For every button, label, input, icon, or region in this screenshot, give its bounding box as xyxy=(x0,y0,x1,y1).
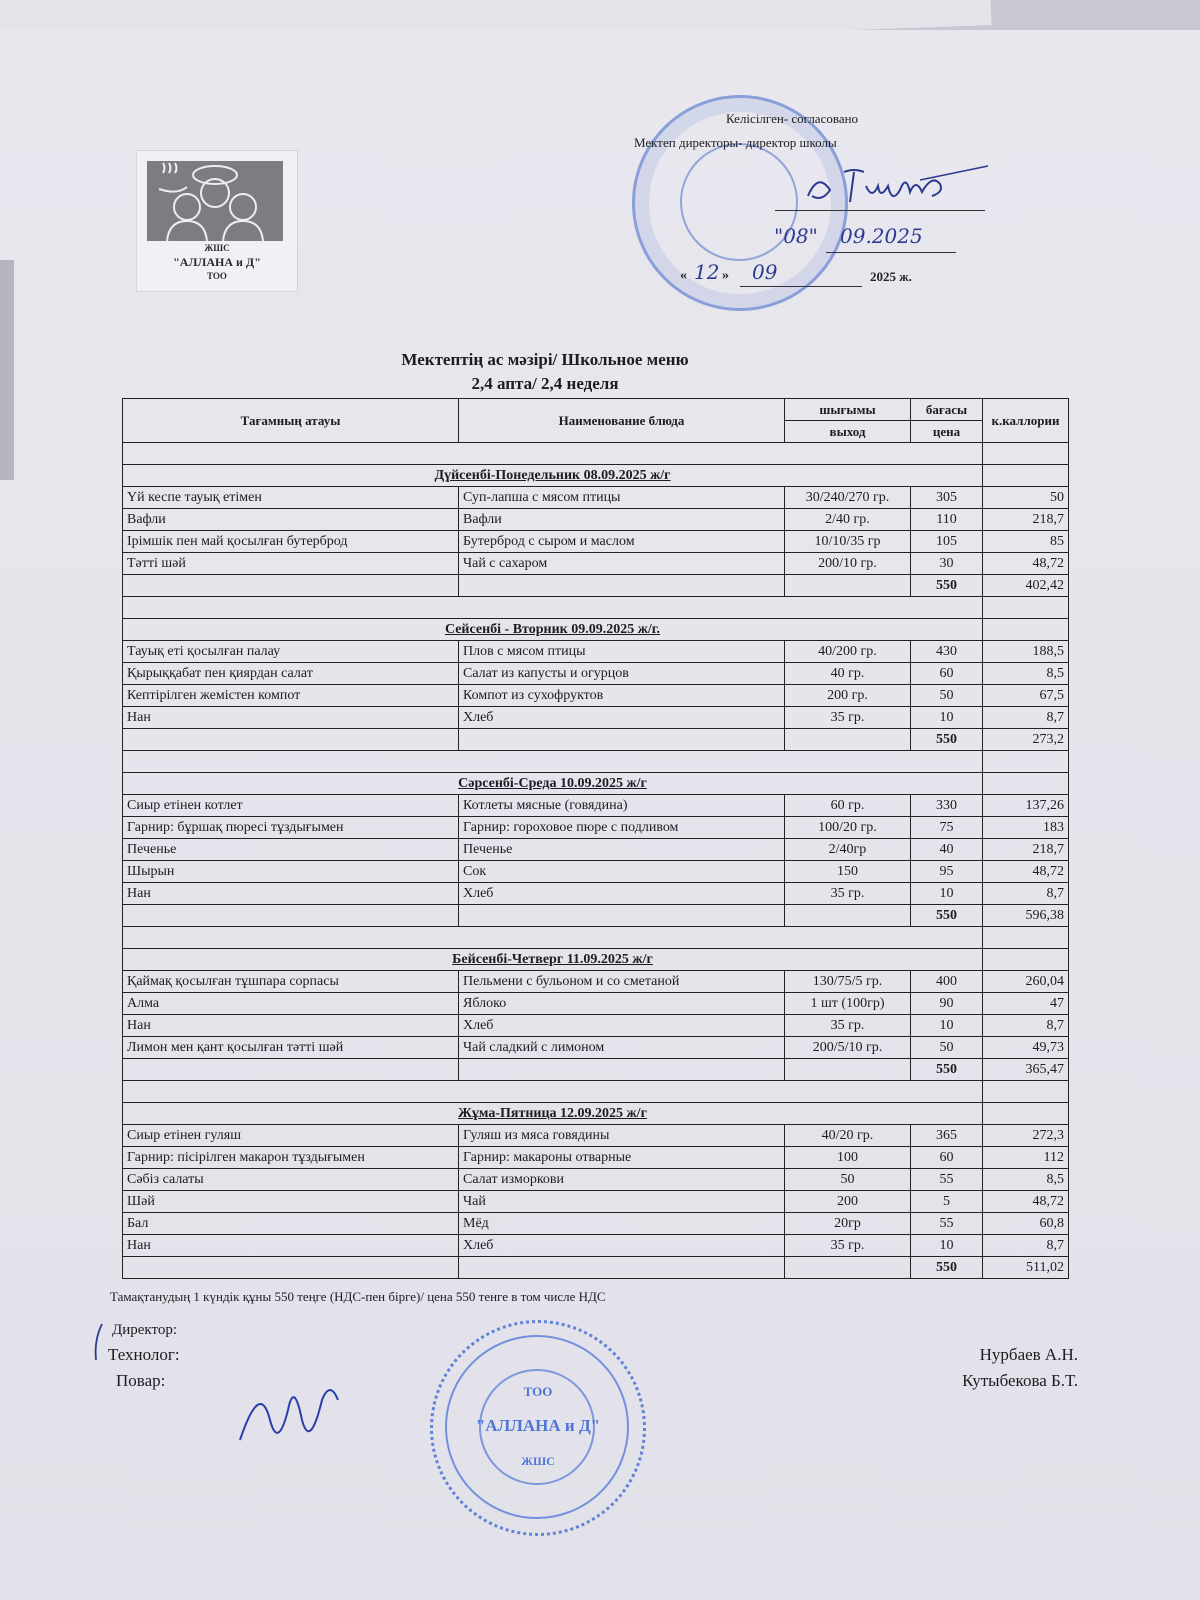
menu-item-row xyxy=(123,531,1069,553)
menu-item-row xyxy=(123,1191,1069,1213)
dish-price: 330 xyxy=(911,795,983,817)
spacer-row xyxy=(123,443,1069,465)
company-logo xyxy=(136,150,298,292)
dish-kcal: 67,5 xyxy=(983,685,1069,707)
dish-yield: 35 гр. xyxy=(785,1235,911,1257)
dish-name-kk: Бал xyxy=(123,1213,459,1235)
dish-yield: 130/75/5 гр. xyxy=(785,971,911,993)
menu-table xyxy=(122,398,1069,1279)
day-total-row xyxy=(123,575,1069,597)
dish-kcal: 112 xyxy=(983,1147,1069,1169)
day-header-row xyxy=(123,773,1069,795)
menu-item-row xyxy=(123,641,1069,663)
dish-name-ru: Плов с мясом птицы xyxy=(459,641,785,663)
day-title: Дүйсенбі-Понедельник 08.09.2025 ж/г xyxy=(434,468,671,483)
signature-date-day: "08" xyxy=(774,224,818,248)
empty-cell xyxy=(459,729,785,751)
dish-yield: 20гр xyxy=(785,1213,911,1235)
menu-item-row xyxy=(123,1213,1069,1235)
date-quote-close: » xyxy=(722,268,729,283)
menu-item-row xyxy=(123,993,1069,1015)
header-name-ru: Наименование блюда xyxy=(459,399,785,443)
dish-name-kk: Вафли xyxy=(123,509,459,531)
dish-yield: 10/10/35 гр xyxy=(785,531,911,553)
empty-cell xyxy=(983,927,1069,949)
approval-day: 12 xyxy=(694,260,720,284)
dish-kcal: 48,72 xyxy=(983,553,1069,575)
menu-item-row xyxy=(123,1235,1069,1257)
empty-cell xyxy=(459,1257,785,1279)
dish-yield: 200 xyxy=(785,1191,911,1213)
dish-name-ru: Хлеб xyxy=(459,883,785,905)
dish-name-ru: Суп-лапша с мясом птицы xyxy=(459,487,785,509)
header-yield-kk: шығымы xyxy=(785,399,911,421)
date-line xyxy=(826,252,956,253)
signature-line xyxy=(775,210,985,211)
approval-month: 09 xyxy=(752,260,778,284)
dish-name-kk: Тәтті шәй xyxy=(123,553,459,575)
day-total-kcal: 365,47 xyxy=(983,1059,1069,1081)
director-label: Директор: xyxy=(112,1322,178,1338)
dish-yield: 2/40 гр. xyxy=(785,509,911,531)
dish-yield: 60 гр. xyxy=(785,795,911,817)
dish-kcal: 218,7 xyxy=(983,509,1069,531)
dish-kcal: 260,04 xyxy=(983,971,1069,993)
day-title-cell xyxy=(123,1103,983,1125)
day-title: Бейсенбі-Четверг 11.09.2025 ж/г xyxy=(452,952,653,967)
director-signature-2-icon xyxy=(230,1380,350,1450)
empty-cell xyxy=(983,751,1069,773)
dish-yield: 150 xyxy=(785,861,911,883)
dish-name-kk: Нан xyxy=(123,707,459,729)
menu-item-row xyxy=(123,1169,1069,1191)
dish-yield: 100/20 гр. xyxy=(785,817,911,839)
dish-name-ru: Вафли xyxy=(459,509,785,531)
dish-name-kk: Тауық еті қосылған палау xyxy=(123,641,459,663)
dish-name-ru: Компот из сухофруктов xyxy=(459,685,785,707)
dish-name-ru: Пельмени с бульоном и со сметаной xyxy=(459,971,785,993)
empty-cell xyxy=(983,1103,1069,1125)
day-total-row xyxy=(123,1257,1069,1279)
dish-name-ru: Хлеб xyxy=(459,1235,785,1257)
dish-kcal: 50 xyxy=(983,487,1069,509)
menu-item-row xyxy=(123,971,1069,993)
day-header-row xyxy=(123,1103,1069,1125)
spacer-row xyxy=(123,1081,1069,1103)
dish-name-kk: Лимон мен қант қосылған тәтті шәй xyxy=(123,1037,459,1059)
dish-price: 430 xyxy=(911,641,983,663)
empty-cell xyxy=(123,729,459,751)
logo-line-1: ЖШС xyxy=(204,243,230,253)
empty-cell xyxy=(123,905,459,927)
dish-name-ru: Сок xyxy=(459,861,785,883)
dish-name-kk: Шәй xyxy=(123,1191,459,1213)
dish-price: 10 xyxy=(911,1235,983,1257)
dish-name-kk: Ірімшік пен май қосылған бутерброд xyxy=(123,531,459,553)
dish-yield: 50 xyxy=(785,1169,911,1191)
price-note: Тамақтанудың 1 күндік құны 550 теңге (НДС-пен бірге)/ цена 550 тенге в том числе НДС xyxy=(110,1289,606,1304)
dish-name-ru: Бутерброд с сыром и маслом xyxy=(459,531,785,553)
menu-item-row xyxy=(123,1015,1069,1037)
day-title: Сәрсенбі-Среда 10.09.2025 ж/г xyxy=(458,776,647,791)
dish-name-ru: Хлеб xyxy=(459,707,785,729)
pen-mark-icon xyxy=(92,1322,104,1362)
dish-kcal: 8,7 xyxy=(983,707,1069,729)
director-signature-icon xyxy=(800,162,990,208)
dish-price: 55 xyxy=(911,1169,983,1191)
dish-price: 40 xyxy=(911,839,983,861)
cook-name: Кутыбекова Б.Т. xyxy=(962,1371,1078,1390)
day-total-kcal: 402,42 xyxy=(983,575,1069,597)
dish-name-ru: Чай сладкий с лимоном xyxy=(459,1037,785,1059)
dish-kcal: 60,8 xyxy=(983,1213,1069,1235)
dish-yield: 200/10 гр. xyxy=(785,553,911,575)
dish-name-ru: Яблоко xyxy=(459,993,785,1015)
dish-price: 60 xyxy=(911,1147,983,1169)
empty-cell xyxy=(983,773,1069,795)
empty-cell xyxy=(983,619,1069,641)
empty-cell xyxy=(983,1081,1069,1103)
day-total-row xyxy=(123,905,1069,927)
dish-kcal: 85 xyxy=(983,531,1069,553)
dish-price: 110 xyxy=(911,509,983,531)
dish-name-ru: Хлеб xyxy=(459,1015,785,1037)
dish-name-ru: Салат из капусты и огурцов xyxy=(459,663,785,685)
dish-kcal: 137,26 xyxy=(983,795,1069,817)
empty-cell xyxy=(983,465,1069,487)
empty-cell xyxy=(123,597,983,619)
header-kcal: к.каллории xyxy=(983,399,1069,443)
menu-item-row xyxy=(123,1037,1069,1059)
dish-yield: 40 гр. xyxy=(785,663,911,685)
day-header-row xyxy=(123,949,1069,971)
logo-line-3: ТОО xyxy=(207,271,227,281)
sig-day: 08 xyxy=(783,224,809,248)
approval-position: Мектеп директоры- директор школы xyxy=(634,135,837,150)
dish-price: 365 xyxy=(911,1125,983,1147)
day-title-cell xyxy=(123,465,983,487)
dish-name-kk: Сиыр етінен котлет xyxy=(123,795,459,817)
empty-cell xyxy=(785,905,911,927)
dish-yield: 100 xyxy=(785,1147,911,1169)
technologist-name: Нурбаев А.Н. xyxy=(979,1345,1078,1364)
day-header-row xyxy=(123,465,1069,487)
menu-item-row xyxy=(123,861,1069,883)
dish-yield: 200 гр. xyxy=(785,685,911,707)
dish-yield: 35 гр. xyxy=(785,883,911,905)
dish-price: 75 xyxy=(911,817,983,839)
menu-item-row xyxy=(123,839,1069,861)
menu-item-row xyxy=(123,487,1069,509)
day-header-row xyxy=(123,619,1069,641)
header-row-1 xyxy=(123,399,1069,421)
menu-item-row xyxy=(123,883,1069,905)
signature-date-rest: 09.2025 xyxy=(840,224,923,248)
dish-kcal: 8,5 xyxy=(983,663,1069,685)
menu-item-row xyxy=(123,1125,1069,1147)
company-stamp-icon xyxy=(430,1320,646,1536)
dish-name-ru: Гуляш из мяса говядины xyxy=(459,1125,785,1147)
approval-agreed: Келісілген- согласовано xyxy=(726,111,859,126)
empty-cell xyxy=(123,927,983,949)
dish-yield: 35 гр. xyxy=(785,707,911,729)
empty-cell xyxy=(123,1257,459,1279)
dish-price: 10 xyxy=(911,707,983,729)
header-yield-ru: выход xyxy=(785,421,911,443)
dish-kcal: 48,72 xyxy=(983,861,1069,883)
dish-kcal: 183 xyxy=(983,817,1069,839)
day-total-kcal: 273,2 xyxy=(983,729,1069,751)
dish-kcal: 218,7 xyxy=(983,839,1069,861)
empty-cell xyxy=(785,729,911,751)
date-quote-open: « xyxy=(680,268,687,283)
day-title-cell xyxy=(123,619,983,641)
cook-label: Повар: xyxy=(116,1371,166,1390)
dish-name-kk: Қырыққабат пен қиярдан салат xyxy=(123,663,459,685)
empty-cell xyxy=(459,905,785,927)
empty-cell xyxy=(123,443,983,465)
stamp-bottom-text: ЖШС xyxy=(521,1454,555,1468)
day-title: Жұма-Пятница 12.09.2025 ж/г xyxy=(458,1106,647,1121)
dish-name-kk: Сәбіз салаты xyxy=(123,1169,459,1191)
dish-name-ru: Печенье xyxy=(459,839,785,861)
dish-name-ru: Гарнир: макароны отварные xyxy=(459,1147,785,1169)
dish-kcal: 272,3 xyxy=(983,1125,1069,1147)
dish-name-kk: Шырын xyxy=(123,861,459,883)
dish-kcal: 188,5 xyxy=(983,641,1069,663)
day-total-kcal: 596,38 xyxy=(983,905,1069,927)
dish-price: 105 xyxy=(911,531,983,553)
dish-price: 5 xyxy=(911,1191,983,1213)
empty-cell xyxy=(459,575,785,597)
dish-name-kk: Нан xyxy=(123,1235,459,1257)
dish-price: 30 xyxy=(911,553,983,575)
dish-name-ru: Чай xyxy=(459,1191,785,1213)
dish-yield: 30/240/270 гр. xyxy=(785,487,911,509)
menu-body xyxy=(123,443,1069,1279)
menu-item-row xyxy=(123,707,1069,729)
header-name-kk: Тағамның атауы xyxy=(123,399,459,443)
dish-kcal: 8,7 xyxy=(983,1015,1069,1037)
dish-price: 50 xyxy=(911,1037,983,1059)
stamp-middle-text: "АЛЛАНА и Д" xyxy=(475,1416,601,1435)
empty-cell xyxy=(123,1059,459,1081)
dish-name-ru: Мёд xyxy=(459,1213,785,1235)
menu-item-row xyxy=(123,553,1069,575)
dish-kcal: 8,5 xyxy=(983,1169,1069,1191)
month-line xyxy=(740,286,862,287)
dish-name-kk: Сиыр етінен гуляш xyxy=(123,1125,459,1147)
dish-name-kk: Кептірілген жемістен компот xyxy=(123,685,459,707)
dish-name-kk: Гарнир: пісірілген макарон тұздығымен xyxy=(123,1147,459,1169)
day-total-price: 550 xyxy=(911,905,983,927)
header-price-kk: бағасы xyxy=(911,399,983,421)
empty-cell xyxy=(785,1257,911,1279)
dish-yield: 40/20 гр. xyxy=(785,1125,911,1147)
logo-line-2: "АЛЛАНА и Д" xyxy=(173,255,261,269)
empty-cell xyxy=(123,1081,983,1103)
dish-name-ru: Гарнир: гороховое пюре с подливом xyxy=(459,817,785,839)
menu-item-row xyxy=(123,795,1069,817)
technologist-label: Технолог: xyxy=(108,1345,180,1364)
dish-name-ru: Чай с сахаром xyxy=(459,553,785,575)
dish-name-kk: Алма xyxy=(123,993,459,1015)
stamp-top-text: ТОО xyxy=(523,1384,553,1399)
dish-price: 60 xyxy=(911,663,983,685)
day-title-cell xyxy=(123,949,983,971)
day-title: Сейсенбі - Вторник 09.09.2025 ж/г. xyxy=(444,622,661,637)
empty-cell xyxy=(459,1059,785,1081)
header-price-ru: цена xyxy=(911,421,983,443)
day-total-row xyxy=(123,729,1069,751)
menu-item-row xyxy=(123,685,1069,707)
spacer-row xyxy=(123,751,1069,773)
dish-name-kk: Үй кеспе тауық етімен xyxy=(123,487,459,509)
empty-cell xyxy=(123,575,459,597)
day-title-cell xyxy=(123,773,983,795)
dish-kcal: 48,72 xyxy=(983,1191,1069,1213)
dish-yield: 200/5/10 гр. xyxy=(785,1037,911,1059)
dish-yield: 1 шт (100гр) xyxy=(785,993,911,1015)
empty-cell xyxy=(785,575,911,597)
empty-cell xyxy=(785,1059,911,1081)
menu-item-row xyxy=(123,663,1069,685)
menu-subtitle: 2,4 апта/ 2,4 неделя xyxy=(471,374,619,393)
dish-name-kk: Қаймақ қосылған тұшпара сорпасы xyxy=(123,971,459,993)
day-total-price: 550 xyxy=(911,1059,983,1081)
dish-price: 95 xyxy=(911,861,983,883)
day-total-price: 550 xyxy=(911,729,983,751)
dish-price: 50 xyxy=(911,685,983,707)
dish-name-kk: Гарнир: бұршақ пюресі тұздығымен xyxy=(123,817,459,839)
dish-price: 10 xyxy=(911,883,983,905)
dish-name-kk: Печенье xyxy=(123,839,459,861)
empty-cell xyxy=(123,751,983,773)
approval-year: 2025 ж. xyxy=(870,269,912,284)
dish-price: 55 xyxy=(911,1213,983,1235)
day-total-kcal: 511,02 xyxy=(983,1257,1069,1279)
dish-kcal: 8,7 xyxy=(983,1235,1069,1257)
spacer-row xyxy=(123,597,1069,619)
dish-name-ru: Салат изморкови xyxy=(459,1169,785,1191)
menu-item-row xyxy=(123,1147,1069,1169)
dish-price: 90 xyxy=(911,993,983,1015)
spacer-row xyxy=(123,927,1069,949)
menu-item-row xyxy=(123,817,1069,839)
dish-kcal: 47 xyxy=(983,993,1069,1015)
dish-price: 10 xyxy=(911,1015,983,1037)
chef-children-logo-icon xyxy=(147,161,283,241)
dish-yield: 2/40гр xyxy=(785,839,911,861)
dish-name-ru: Котлеты мясные (говядина) xyxy=(459,795,785,817)
dish-price: 400 xyxy=(911,971,983,993)
dish-yield: 40/200 гр. xyxy=(785,641,911,663)
menu-item-row xyxy=(123,509,1069,531)
menu-title: Мектептің ас мәзірі/ Школьное меню xyxy=(401,350,689,369)
empty-cell xyxy=(983,949,1069,971)
day-total-price: 550 xyxy=(911,575,983,597)
dish-price: 305 xyxy=(911,487,983,509)
dish-yield: 35 гр. xyxy=(785,1015,911,1037)
dish-name-kk: Нан xyxy=(123,1015,459,1037)
dish-kcal: 8,7 xyxy=(983,883,1069,905)
day-total-row xyxy=(123,1059,1069,1081)
empty-cell xyxy=(983,597,1069,619)
day-total-price: 550 xyxy=(911,1257,983,1279)
empty-cell xyxy=(983,443,1069,465)
dish-kcal: 49,73 xyxy=(983,1037,1069,1059)
dish-name-kk: Нан xyxy=(123,883,459,905)
